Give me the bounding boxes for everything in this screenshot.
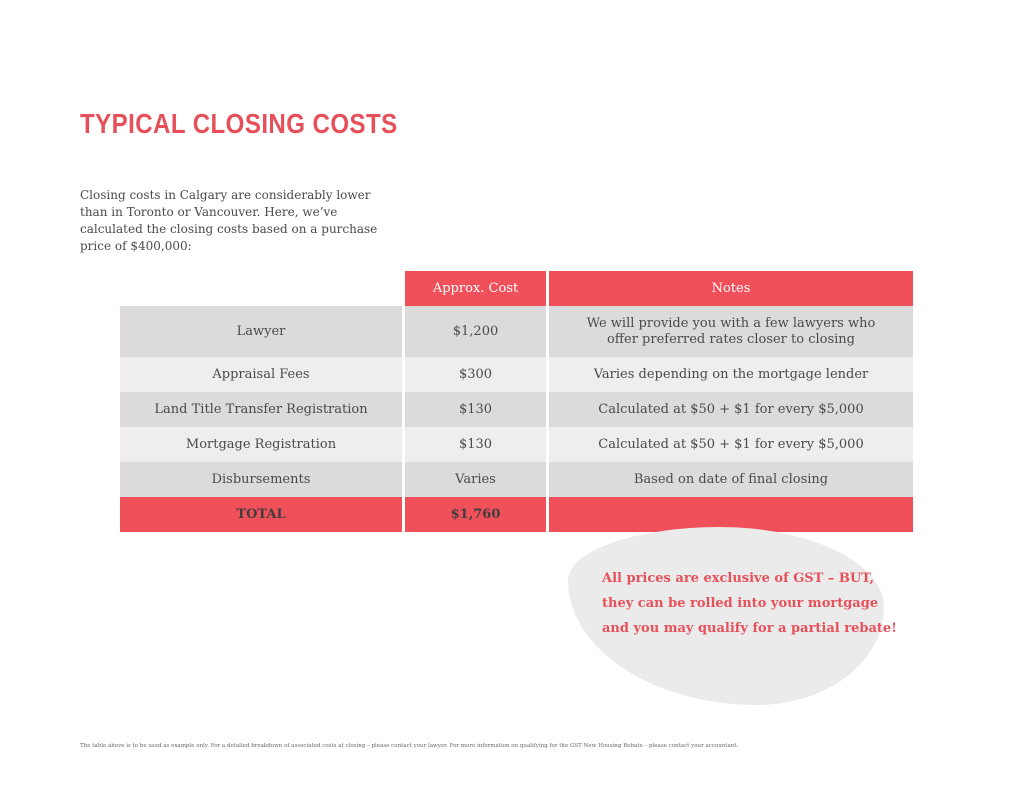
- gst-callout-line: and you may qualify for a partial rebate!: [602, 621, 897, 636]
- gst-callout: [602, 566, 897, 641]
- note-line: offer preferred rates closer to closing: [606, 331, 856, 347]
- header-approx-cost: Approx. Cost: [405, 271, 549, 306]
- total-label: TOTAL: [120, 497, 405, 532]
- header-empty-cell: [120, 271, 405, 306]
- intro-paragraph: Closing costs in Calgary are considerably lower than in Toronto or Vancouver. Here, we’ve calculated the closing costs based on a purchase price of $400,000:: [80, 188, 378, 253]
- cost-cell: $130: [405, 427, 549, 462]
- cost-cell: $130: [405, 392, 549, 427]
- table-header-row: [120, 271, 913, 306]
- item-cell: Lawyer: [120, 306, 405, 357]
- note-cell: Based on date of final closing: [549, 462, 913, 497]
- cost-cell: $1,200: [405, 306, 549, 357]
- item-cell: Land Title Transfer Registration: [120, 392, 405, 427]
- table-row: [120, 427, 913, 462]
- table-row: [120, 306, 913, 357]
- gst-callout-line: All prices are exclusive of GST – BUT,: [602, 571, 875, 586]
- cost-cell: $300: [405, 357, 549, 392]
- total-row: [120, 497, 913, 532]
- cost-cell: Varies: [405, 462, 549, 497]
- item-cell: Mortgage Registration: [120, 427, 405, 462]
- table-row: [120, 357, 913, 392]
- note-cell: Calculated at $50 + $1 for every $5,000: [549, 427, 913, 462]
- table-row: [120, 392, 913, 427]
- item-cell: Appraisal Fees: [120, 357, 405, 392]
- closing-costs-table: [120, 271, 913, 532]
- note-cell: [549, 306, 913, 357]
- gst-callout-line: they can be rolled into your mortgage: [602, 596, 879, 611]
- table-row: [120, 462, 913, 497]
- footnote: The table above is to be used as example only. For a detailed breakdown of associated costs at closing – please contact your lawyer. For more information on qualifying for the GST New Housing Rebate – please contact your accountant.: [80, 743, 739, 749]
- total-cost: $1,760: [405, 497, 549, 532]
- note-line: We will provide you with a few lawyers who: [586, 315, 876, 331]
- item-cell: Disbursements: [120, 462, 405, 497]
- page-title: TYPICAL CLOSING COSTS: [80, 108, 398, 139]
- note-cell: Varies depending on the mortgage lender: [549, 357, 913, 392]
- note-cell: Calculated at $50 + $1 for every $5,000: [549, 392, 913, 427]
- header-notes: Notes: [549, 271, 913, 306]
